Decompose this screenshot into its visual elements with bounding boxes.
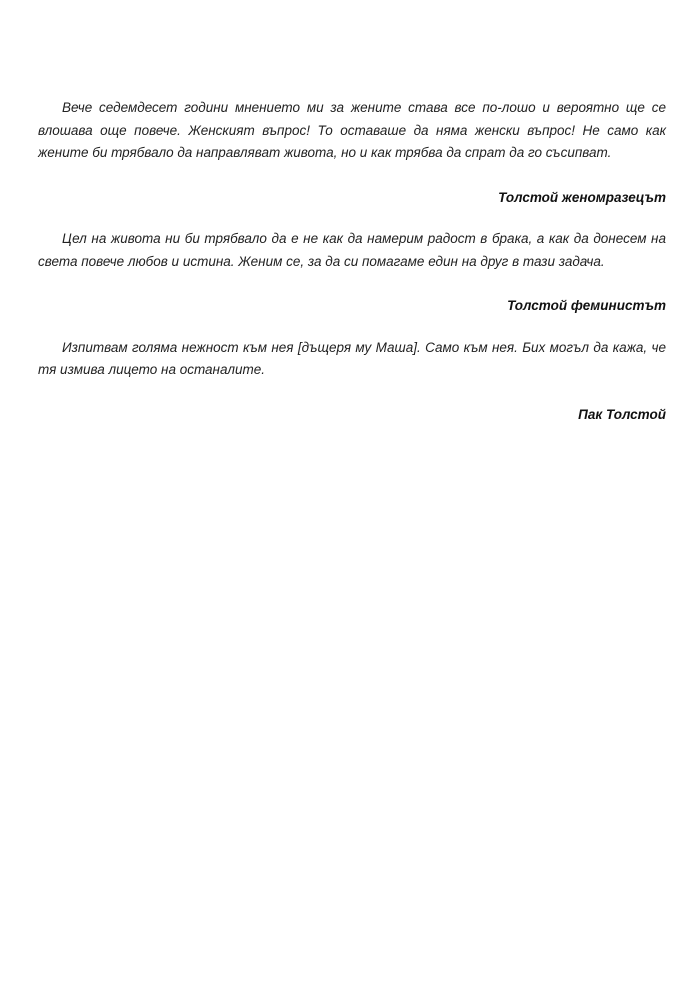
spacer [38, 273, 666, 295]
quote-paragraph: Изпитвам голяма нежност към нея [дъщеря му Маша]. Само към нея. Бих могъл да кажа, че тя измива лицето на останалите. [38, 339, 666, 377]
spacer [38, 165, 666, 187]
quote-attribution: Толстой феминистът [507, 298, 666, 313]
quote-attribution: Пак Толстой [578, 406, 666, 422]
quote-paragraph: Вече седемдесет години мнението ми за жените става все по-лошо и вероятно ще се влошава още повече. Женският въпрос! То оставаше да няма женски въпрос! Не само как жените би трябвало да направляват живота, но и как трябва да спрат да го съсипват. [38, 100, 666, 160]
spacer [38, 382, 666, 404]
quote-paragraph: Цел на живота ни би трябвало да е не как да намерим радост в брака, а как да донесем на света повече любов и истина. Женим се, за да си помагаме един на друг в тази задача. [38, 231, 666, 269]
quotes-container [38, 97, 666, 426]
spacer [38, 318, 666, 337]
quote-attribution: Толстой женомразецът [498, 189, 666, 205]
spacer [38, 209, 666, 228]
